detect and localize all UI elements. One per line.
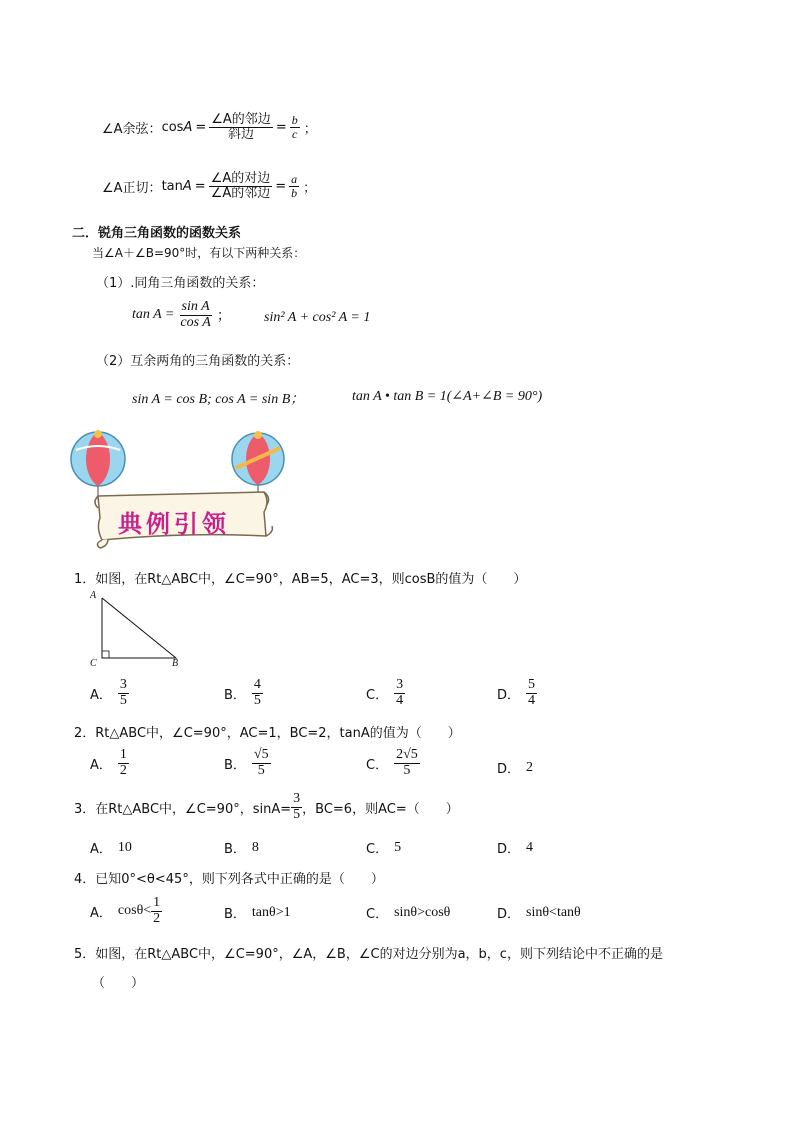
option-label: A．	[90, 905, 112, 921]
numerator: 3	[293, 791, 301, 806]
formula-sep: ；	[216, 309, 231, 325]
denominator: 4	[528, 692, 536, 708]
question-3-stem	[74, 792, 459, 822]
vertex-b-label: B	[172, 658, 179, 669]
tan-ratio-den: b	[291, 185, 298, 200]
q3-option-a[interactable]	[90, 838, 132, 857]
option-text: sinθ>cosθ	[394, 904, 451, 920]
question-4-stem: 4．已知0°<θ<45°，则下列各式中正确的是（ ）	[74, 872, 384, 887]
tan-var: A	[182, 178, 192, 194]
tan-fraction	[209, 172, 273, 200]
cos-numerator: ∠A的邻边	[211, 112, 271, 127]
q3-option-c[interactable]	[366, 838, 401, 857]
tan-func: tan	[161, 178, 183, 194]
cos-sep: ；	[303, 121, 317, 137]
tan-denominator: ∠A的邻边	[210, 185, 271, 201]
q1-option-a[interactable]	[90, 678, 129, 708]
option-text: 8	[251, 839, 259, 855]
question-3-stem-pre: 3．在Rt△ABC中，∠C=90°，sinA=	[74, 801, 292, 817]
cos-eq: =	[195, 119, 207, 135]
tan-definition	[102, 172, 316, 200]
question-3-stem-post: ，BC=6，则AC=（ ）	[302, 801, 459, 817]
denominator: 4	[396, 692, 404, 708]
right-triangle-diagram	[86, 588, 186, 670]
option-fraction	[118, 748, 129, 778]
q4-option-c[interactable]	[366, 903, 450, 922]
tan-eq2: =	[275, 178, 287, 194]
numerator: 1	[119, 747, 127, 762]
option-label: C．	[366, 907, 389, 922]
cos-var: A	[183, 119, 193, 135]
tan-numerator: ∠A的对边	[210, 171, 271, 186]
option-fraction	[252, 678, 263, 708]
q3-option-b[interactable]	[224, 838, 259, 857]
tan-ratio	[289, 173, 299, 199]
example-banner	[68, 428, 293, 550]
denominator: 5	[119, 692, 127, 708]
numerator: 5	[528, 677, 536, 692]
option-text: 5	[394, 839, 402, 855]
question-1-figure	[86, 588, 186, 670]
cos-func: cos	[161, 119, 184, 135]
option-label: C．	[366, 757, 389, 773]
cos-definition	[102, 113, 317, 141]
option-label: D．	[497, 762, 521, 777]
formula-tan-product: tan A • tan B = 1(∠A+∠B = 90°)	[352, 389, 543, 404]
formula-tan-lhs: tan A =	[132, 307, 175, 323]
cos-fraction	[209, 113, 273, 141]
numerator: 4	[253, 677, 261, 692]
option-text: sinθ<tanθ	[526, 904, 581, 920]
cos-ratio	[290, 114, 300, 140]
formula-tan-den: cos A	[180, 314, 211, 330]
banner-title: 典例引领	[118, 510, 230, 538]
numerator: 1	[153, 895, 161, 910]
denominator: 5	[257, 762, 265, 778]
denominator: 5	[403, 762, 411, 778]
tan-eq: =	[194, 178, 206, 194]
denominator: 2	[153, 910, 161, 926]
option-label: D．	[497, 842, 521, 857]
q4-option-d[interactable]	[497, 903, 581, 922]
option-fraction	[118, 678, 129, 708]
question-2-stem: 2．Rt△ABC中，∠C=90°，AC=1，BC=2，tanA的值为（ ）	[74, 726, 461, 741]
formula-tan-num: sin A	[181, 299, 210, 314]
option-label: C．	[366, 687, 389, 703]
section-2-intro: 当∠A＋∠B=90°时，有以下两种关系：	[92, 246, 306, 260]
denominator: 2	[119, 762, 127, 778]
cos-ratio-den: c	[292, 126, 298, 141]
tan-ratio-num: a	[291, 172, 298, 187]
formula-tan-fraction	[178, 300, 212, 330]
option-fraction	[394, 748, 420, 778]
option-text: 2	[526, 759, 534, 775]
formula-pythagorean: sin² A + cos² A = 1	[264, 310, 371, 325]
option-fraction	[526, 678, 537, 708]
q1-option-b[interactable]	[224, 678, 263, 708]
vertex-c-label: C	[90, 658, 97, 669]
option-label: D．	[497, 687, 521, 703]
denominator: 5	[253, 692, 261, 708]
tan-sep: ；	[303, 180, 317, 196]
option-text: cosθ<	[117, 903, 152, 919]
option-label: B．	[224, 687, 246, 703]
question-5-stem-paren: （ ）	[92, 976, 145, 991]
cos-prefix: ∠A余弦：	[102, 121, 162, 137]
option-label: B．	[224, 842, 246, 857]
question-5-stem: 5．如图，在Rt△ABC中，∠C=90°，∠A，∠B，∠C的对边分别为a，b，c，则下列结论中不正确的是	[74, 947, 663, 962]
cos-ratio-num: b	[291, 113, 298, 128]
option-fraction	[151, 896, 162, 926]
cos-eq2: =	[275, 119, 287, 135]
q1-option-c[interactable]	[366, 678, 405, 708]
option-fraction	[394, 678, 405, 708]
tan-prefix: ∠A正切：	[102, 180, 162, 196]
option-text: tanθ>1	[251, 904, 291, 920]
q2-option-c[interactable]	[366, 748, 420, 778]
question-3-fraction	[291, 792, 302, 822]
q3-option-d[interactable]	[497, 838, 533, 857]
numerator: √5	[253, 747, 269, 762]
option-label: A．	[90, 757, 112, 773]
formula-cofunction: sin A = cos B; cos A = sin B；	[132, 392, 305, 407]
q2-option-b[interactable]	[224, 748, 271, 778]
option-text: 10	[117, 839, 132, 855]
option-label: A．	[90, 687, 112, 703]
option-label: B．	[224, 907, 246, 922]
option-text: 4	[526, 839, 534, 855]
numerator: 3	[396, 677, 404, 692]
subheading-2: （2）互余两角的三角函数的关系：	[96, 354, 300, 369]
subheading-1: （1）.同角三角函数的关系：	[96, 276, 265, 291]
option-label: B．	[224, 757, 246, 773]
formula-tan-identity	[132, 300, 231, 330]
question-1-stem: 1．如图，在Rt△ABC中，∠C=90°，AB=5，AC=3，则cosB的值为（ ）	[74, 572, 527, 587]
option-fraction	[252, 748, 271, 778]
section-2-title: 二．锐角三角函数的函数关系	[72, 226, 242, 241]
numerator: 3	[119, 677, 127, 692]
q4-option-b[interactable]	[224, 903, 291, 922]
option-label: D．	[497, 907, 521, 922]
option-label: C．	[366, 842, 389, 857]
q1-option-d[interactable]	[497, 678, 537, 708]
q2-option-a[interactable]	[90, 748, 129, 778]
numerator: 2√5	[396, 747, 418, 762]
cos-denominator: 斜边	[228, 126, 255, 142]
q4-option-a[interactable]	[90, 896, 162, 926]
option-label: A．	[90, 842, 112, 857]
q2-option-d[interactable]	[497, 758, 533, 777]
vertex-a-label: A	[90, 590, 97, 601]
denominator: 5	[293, 806, 301, 822]
